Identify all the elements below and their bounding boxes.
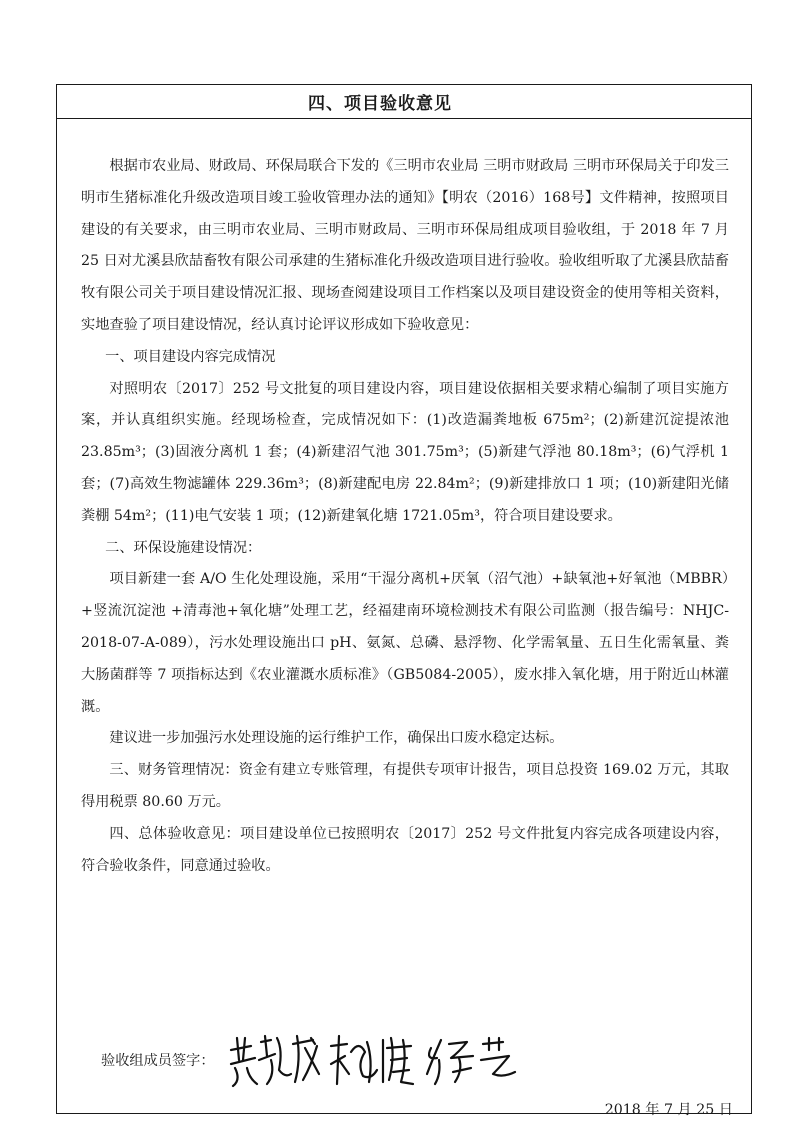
section-title: 四、项目验收意见 <box>308 94 452 114</box>
environmental-paragraph: 项目新建一套 A/O 生化处理设施，采用“干湿分离机+厌氧（沼气池）+缺氧池+好氧池（MBBR）+竖流沉淀池 +清毒池+氧化塘”处理工艺，经福建南环境检测技术有限公司监测（报告编号：NHJC-2018-07-A-089），污水处理设施出口 pH、氨氮、总磷、悬浮物、化学需氧量、五日生化需氧量、粪大肠菌群等 7 项指标达到《农业灌溉水质标准》（GB5084-2005），废水排入氧化塘，用于附近山林灌溉。 <box>81 571 729 715</box>
environmental-heading: 二、环保设施建设情况： <box>105 539 262 556</box>
signature-2 <box>331 1036 413 1084</box>
handwritten-signatures <box>227 1030 527 1090</box>
finance-paragraph: 三、财务管理情况：资金有建立专账管理，有提供专项审计报告，项目总投资 169.02 万元，其取得用税票 80.60 万元。 <box>81 762 729 810</box>
signature-3 <box>427 1038 515 1084</box>
acceptance-form-frame <box>56 84 752 1118</box>
sign-date: 2018 年 7 月 25 日 <box>604 1102 733 1118</box>
signature-row <box>101 1025 721 1095</box>
opinion-body <box>81 151 729 882</box>
signature-1 <box>231 1036 319 1086</box>
title-row <box>57 85 751 119</box>
suggestion-paragraph: 建议进一步加强污水处理设施的运行维护工作，确保出口废水稳定达标。 <box>109 730 564 747</box>
signature-label: 验收组成员签字： <box>101 1053 215 1069</box>
construction-heading: 一、项目建设内容完成情况 <box>105 348 276 365</box>
intro-paragraph: 根据市农业局、财政局、环保局联合下发的《三明市农业局 三明市财政局 三明市环保局关于印发三明市生猪标准化升级改造项目竣工验收管理办法的通知》【明农（2016）168号】文件精神，按照项目建设的有关要求，由三明市农业局、三明市财政局、三明市环保局组成项目验收组，于 2018 年 7 月 25 日对尤溪县欣喆畜牧有限公司承建的生猪标准化升级改造项目进行验收。验收组听取了尤溪县欣喆畜牧有限公司关于项目建设情况汇报、现场查阅建设项目工作档案以及项目建设资金的使用等相关资料，实地查验了项目建设情况，经认真讨论评议形成如下验收意见： <box>81 158 729 333</box>
overall-opinion-paragraph: 四、总体验收意见：项目建设单位已按照明农〔2017〕252 号文件批复内容完成各项建设内容，符合验收条件，同意通过验收。 <box>81 825 729 874</box>
construction-paragraph: 对照明农〔2017〕252 号文批复的项目建设内容，项目建设依据相关要求精心编制了项目实施方案，并认真组织实施。经现场检查，完成情况如下：(1)改造漏粪地板 675m²；(2)新建沉淀提浓池 23.85m³；(3)固液分离机 1 套；(4)新建沼气池 301.75m³；(5)新建气浮池 80.18m³；(6)气浮机 1 套；(7)高效生物滤罐体 229.36m³；(8)新建配电房 22.84m²；(9)新建排放口 1 项；(10)新建阳光储粪棚 54m²；(11)电气安装 1 项；(12)新建氧化塘 1721.05m³，符合项目建设要求。 <box>81 380 729 524</box>
